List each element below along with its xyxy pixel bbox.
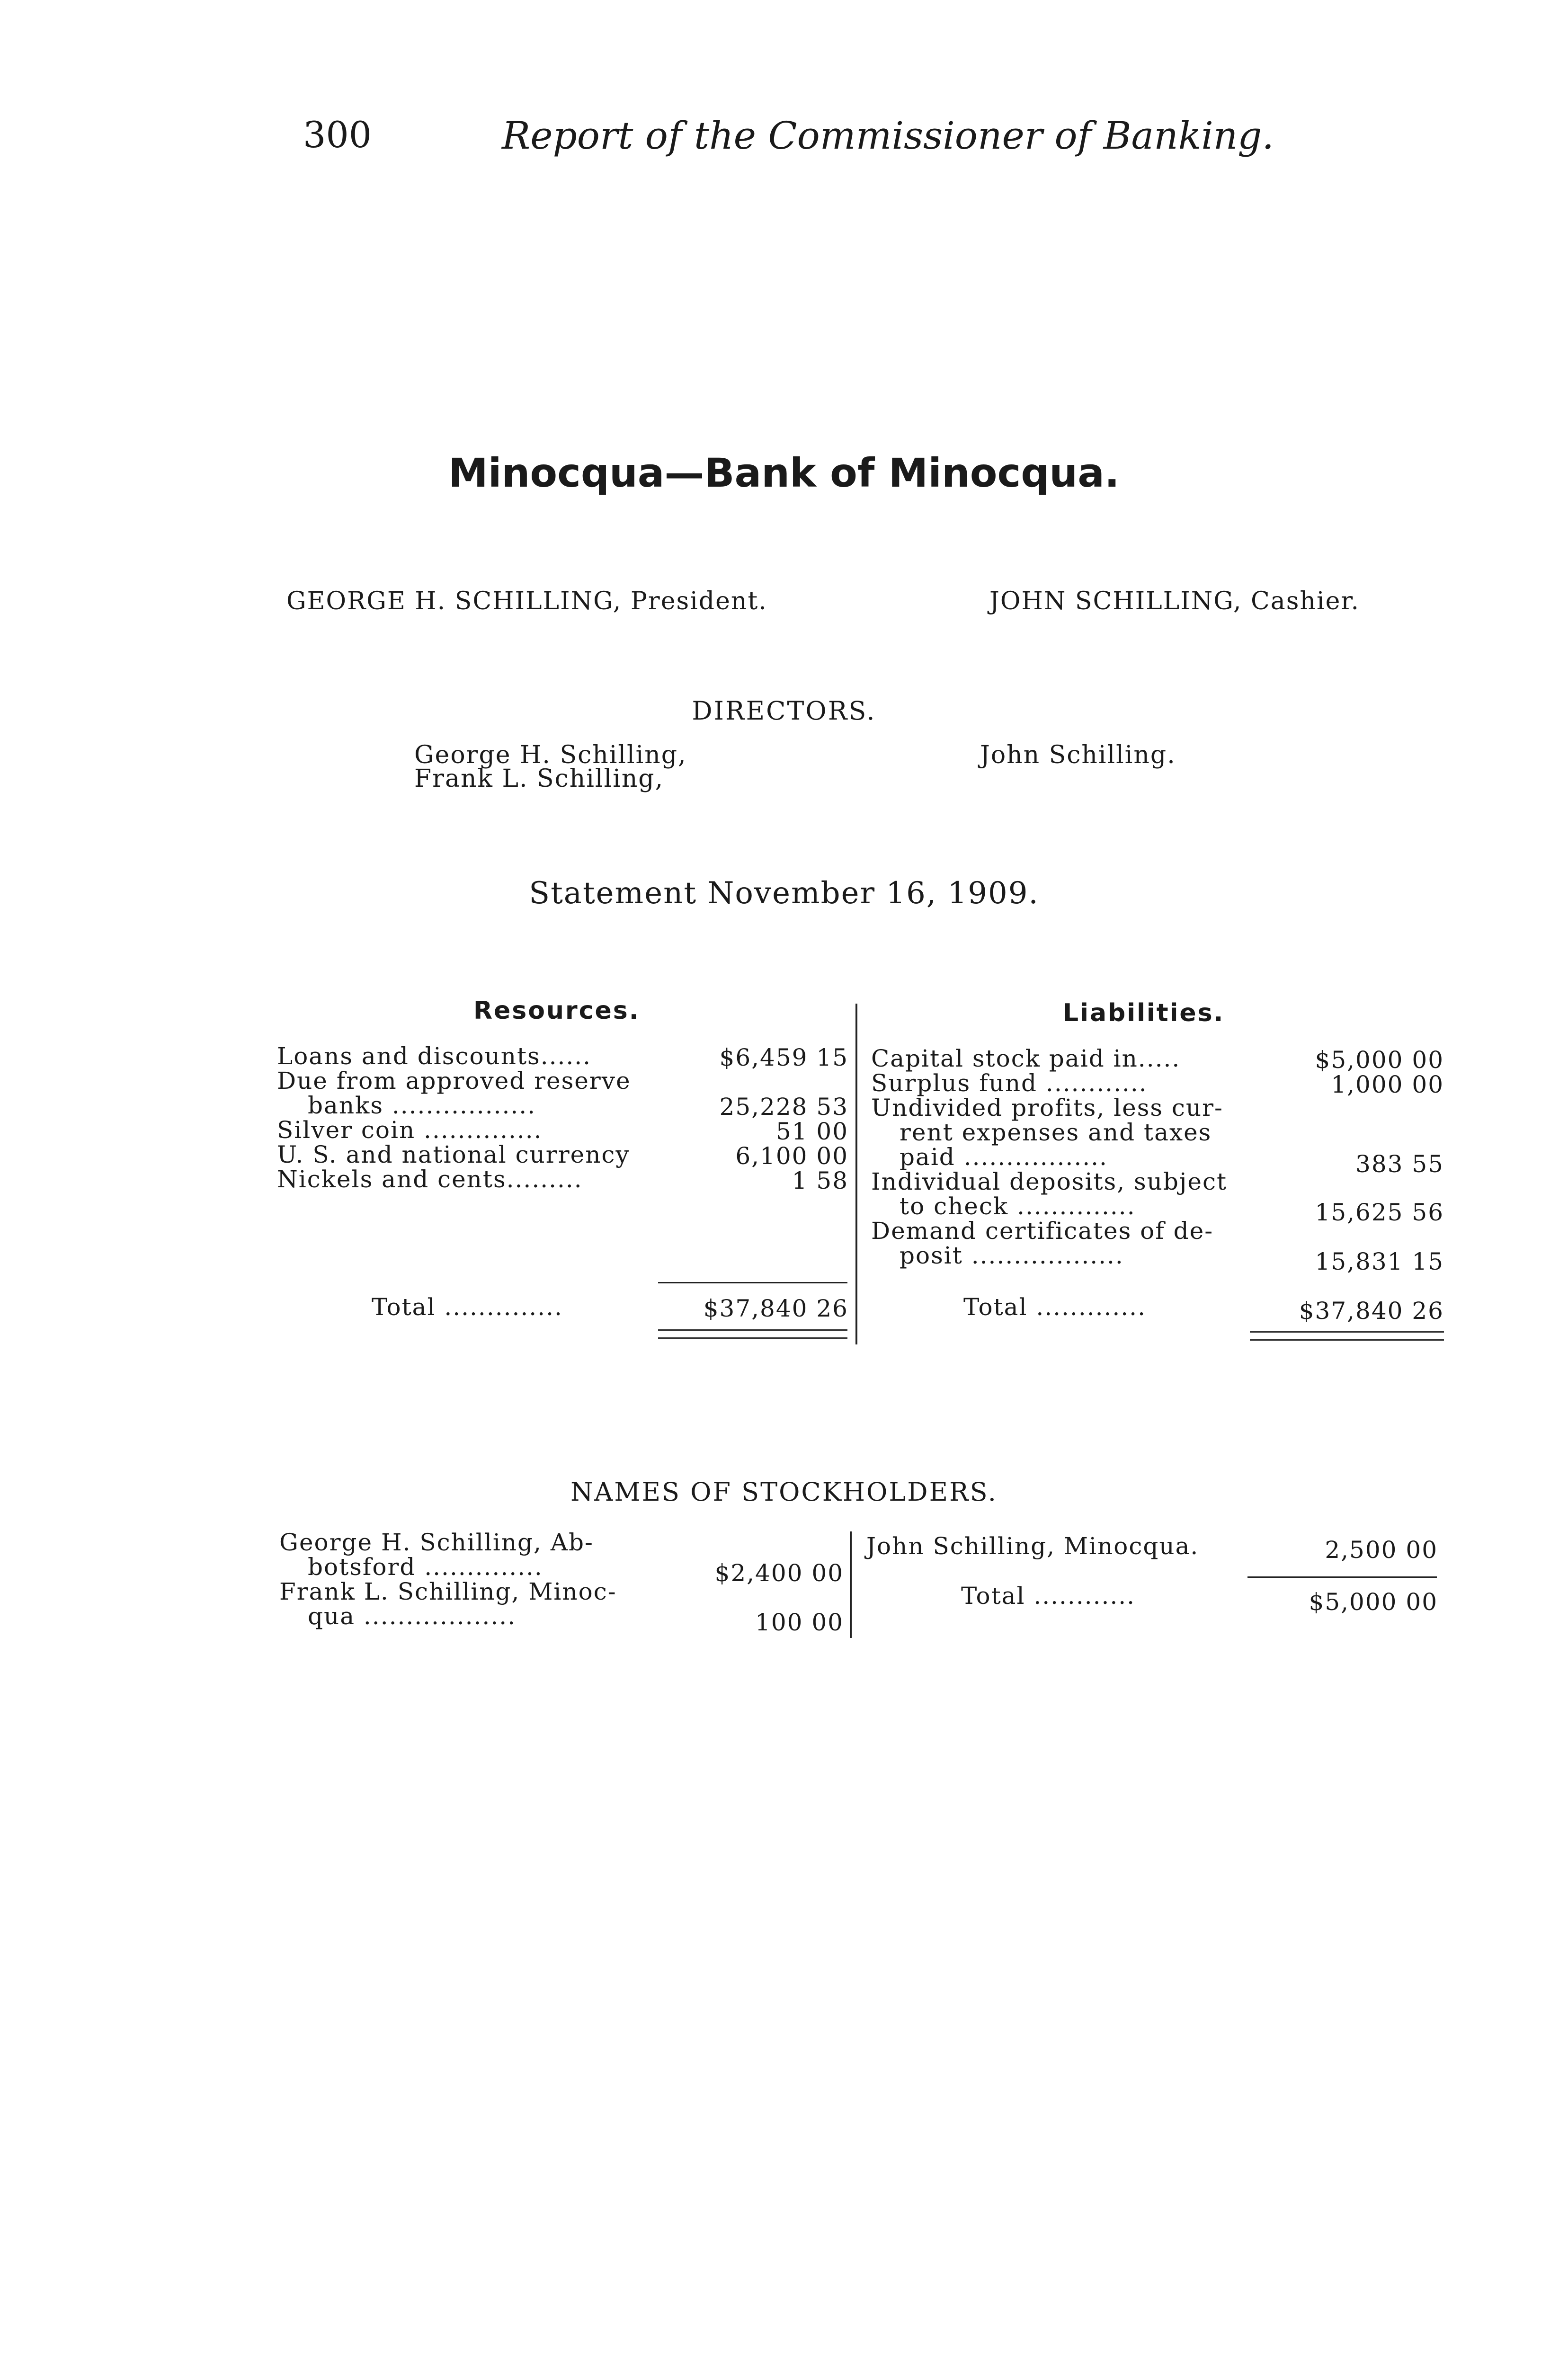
total-double-rule (658, 1329, 847, 1339)
liability-amount: 15,625 56 (1315, 1199, 1444, 1226)
liability-label: Demand certificates of de- (871, 1217, 1214, 1245)
stockholders-total-label: Total ............ (961, 1582, 1136, 1610)
total-rule (1247, 1576, 1437, 1578)
president: GEORGE H. SCHILLING, President. (286, 587, 767, 615)
resource-label: U. S. and national currency (277, 1141, 630, 1168)
total-rule (658, 1282, 847, 1283)
resource-amount: 1 58 (792, 1167, 848, 1194)
stockholder-label: Frank L. Schilling, Minoc- (279, 1578, 617, 1605)
column-divider (850, 1531, 852, 1638)
resource-label: Due from approved reserve (277, 1067, 631, 1095)
liability-label: rent expenses and taxes (900, 1119, 1212, 1146)
liability-label: Surplus fund ............ (871, 1069, 1148, 1097)
resources-heading: Resources. (473, 997, 640, 1025)
stockholder-label: qua .................. (308, 1602, 516, 1630)
stockholder-label: George H. Schilling, Ab- (279, 1529, 594, 1556)
resource-amount: $6,459 15 (719, 1044, 848, 1071)
director-name: Frank L. Schilling, (414, 765, 664, 793)
resource-label: banks ................. (308, 1092, 536, 1119)
page-number: 300 (303, 114, 372, 156)
stockholders-total-amount: $5,000 00 (1309, 1588, 1438, 1616)
liability-amount: 383 55 (1355, 1150, 1444, 1178)
resource-amount: 25,228 53 (719, 1093, 848, 1121)
bank-title: Minocqua—Bank of Minocqua. (448, 450, 1120, 496)
liability-amount: 1,000 00 (1331, 1071, 1444, 1098)
liability-amount: $5,000 00 (1315, 1046, 1444, 1074)
resource-amount: 51 00 (775, 1118, 848, 1145)
resource-label: Silver coin .............. (277, 1116, 543, 1144)
column-divider (855, 1004, 857, 1344)
stockholder-amount: $2,400 00 (714, 1559, 844, 1587)
resources-total-label: Total .............. (372, 1293, 563, 1321)
resource-amount: 6,100 00 (735, 1142, 848, 1170)
running-title: Report of the Commissioner of Banking. (502, 114, 1274, 158)
resources-total-amount: $37,840 26 (703, 1295, 848, 1322)
liability-amount: 15,831 15 (1315, 1248, 1444, 1275)
total-double-rule (1250, 1331, 1444, 1341)
resource-label: Loans and discounts...... (277, 1042, 592, 1070)
liability-label: to check .............. (900, 1192, 1136, 1220)
liability-label: paid ................. (900, 1143, 1108, 1171)
liability-label: posit .................. (900, 1242, 1124, 1269)
liability-label: Individual deposits, subject (871, 1168, 1228, 1195)
stockholders-heading: NAMES OF STOCKHOLDERS. (570, 1477, 998, 1507)
directors-heading: DIRECTORS. (692, 696, 876, 726)
stockholder-label: botsford .............. (308, 1553, 543, 1581)
liabilities-heading: Liabilities. (1063, 999, 1225, 1027)
liability-label: Capital stock paid in..... (871, 1045, 1181, 1072)
resource-label: Nickels and cents......... (277, 1166, 583, 1193)
cashier: JOHN SCHILLING, Cashier. (989, 587, 1360, 615)
stockholder-label: John Schilling, Minocqua. (866, 1532, 1199, 1560)
liabilities-total-label: Total ............. (963, 1293, 1146, 1321)
director-name: John Schilling. (980, 741, 1176, 769)
liability-label: Undivided profits, less cur- (871, 1094, 1223, 1121)
statement-date: Statement November 16, 1909. (529, 876, 1039, 911)
stockholder-amount: 100 00 (755, 1609, 844, 1636)
director-name: George H. Schilling, (414, 741, 687, 769)
stockholder-amount: 2,500 00 (1325, 1536, 1438, 1564)
liabilities-total-amount: $37,840 26 (1299, 1297, 1444, 1325)
